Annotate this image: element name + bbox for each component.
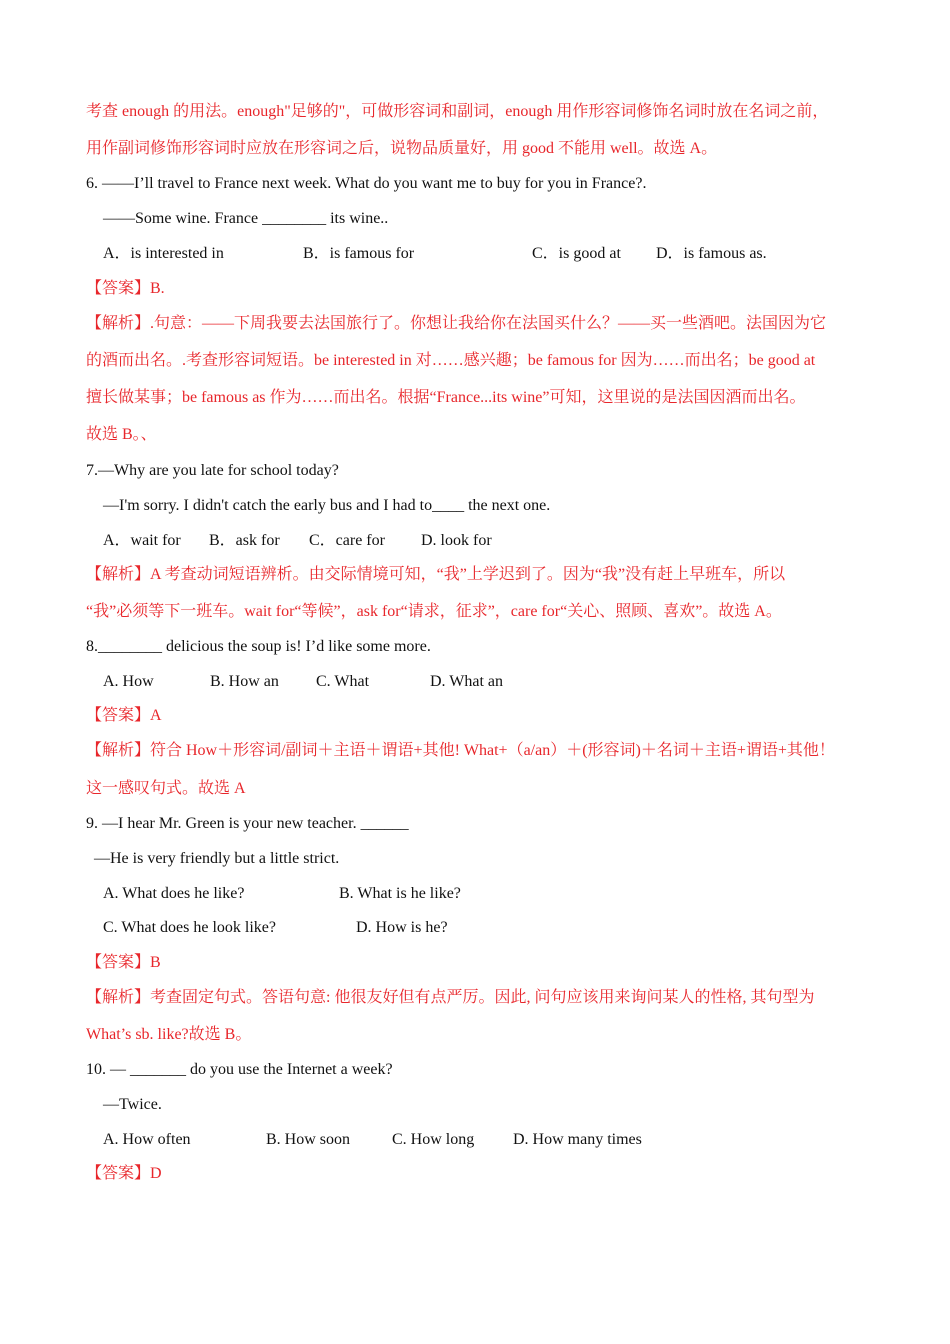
answer-6: 【答案】B.	[86, 280, 165, 297]
question-8: 8.________ delicious the soup is! I’d like some more.	[86, 638, 431, 655]
question-9-reply: —He is very friendly but a little strict.	[94, 850, 340, 867]
question-9: 9. —I hear Mr. Green is your new teacher. ______	[86, 815, 409, 832]
question-6-reply: ——Some wine. France ________ its wine..	[103, 210, 389, 227]
explanation-9-line: 【解析】考查固定句式。答语句意: 他很友好但有点严厉。因此, 问句应该用来询问某人的性格, 其句型为	[86, 989, 815, 1006]
option-a: A．is interested in	[103, 245, 224, 262]
explanation-line: 用作副词修饰形容词时应放在形容词之后，说物品质量好，用 good 不能用 well。故选 A。	[86, 140, 718, 157]
option-a: A．wait for	[103, 532, 181, 549]
explanation-6-line: 【解析】.句意：——下周我要去法国旅行了。你想让我给你在法国买什么？——买一些酒吧。法国因为它	[86, 315, 827, 332]
explanation-6-line: 故选 B。、	[86, 426, 157, 443]
option-a: A. How often	[103, 1131, 191, 1148]
option-b: B. How soon	[266, 1131, 351, 1148]
option-c: C. What	[316, 673, 370, 690]
option-b: B. What is he like?	[339, 885, 461, 902]
option-b: B. How an	[210, 673, 279, 690]
explanation-line: 考查 enough 的用法。enough"足够的"，可做形容词和副词，enough 用作形容词修饰名词时放在名词之前，	[86, 103, 829, 120]
option-c: C．is good at	[532, 245, 621, 262]
explanation-8-line: 这一感叹句式。故选 A	[86, 780, 246, 797]
option-c: C. How long	[392, 1131, 475, 1148]
answer-9: 【答案】B	[86, 954, 161, 971]
explanation-6-line: 的酒而出名。.考查形容词短语。be interested in 对……感兴趣；be famous for 因为……而出名；be good at	[86, 352, 816, 369]
option-a: A. What does he like?	[103, 885, 245, 902]
question-7-reply: —I'm sorry. I didn't catch the early bus and I had to____ the next one.	[103, 497, 551, 514]
question-6: 6. ——I’ll travel to France next week. What do you want me to buy for you in France?.	[86, 175, 647, 192]
question-10: 10. — _______ do you use the Internet a week?	[86, 1061, 393, 1078]
option-a: A. How	[103, 673, 154, 690]
explanation-6-line: 擅长做某事；be famous as 作为……而出名。根据“France...its wine”可知，这里说的是法国因酒而出名。	[86, 389, 806, 406]
option-d: D. look for	[421, 532, 492, 549]
question-7: 7.—Why are you late for school today?	[86, 462, 339, 479]
option-d: D. How is he?	[356, 919, 448, 936]
explanation-7-line: “我”必须等下一班车。wait for“等候”，ask for“请求，征求”，care for“关心、照顾、喜欢”。故选 A。	[86, 603, 782, 620]
explanation-8-line: 【解析】符合 How＋形容词/副词＋主语＋谓语+其他! What+（a/an）＋(形容词)＋名词＋主语+谓语+其他！	[86, 742, 835, 759]
option-b: B．is famous for	[303, 245, 415, 262]
explanation-7-line: 【解析】A 考查动词短语辨析。由交际情境可知，“我”上学迟到了。因为“我”没有赶上早班车，所以	[86, 566, 786, 583]
option-d: D. What an	[430, 673, 504, 690]
explanation-9-line: What’s sb. like?故选 B。	[86, 1026, 252, 1043]
option-d: D. How many times	[513, 1131, 642, 1148]
question-10-reply: —Twice.	[103, 1096, 162, 1113]
answer-8: 【答案】A	[86, 707, 162, 724]
option-d: D．is famous as.	[656, 245, 767, 262]
answer-10: 【答案】D	[86, 1165, 162, 1182]
option-b: B．ask for	[209, 532, 280, 549]
option-c: C. What does he look like?	[103, 919, 276, 936]
option-c: C．care for	[309, 532, 385, 549]
